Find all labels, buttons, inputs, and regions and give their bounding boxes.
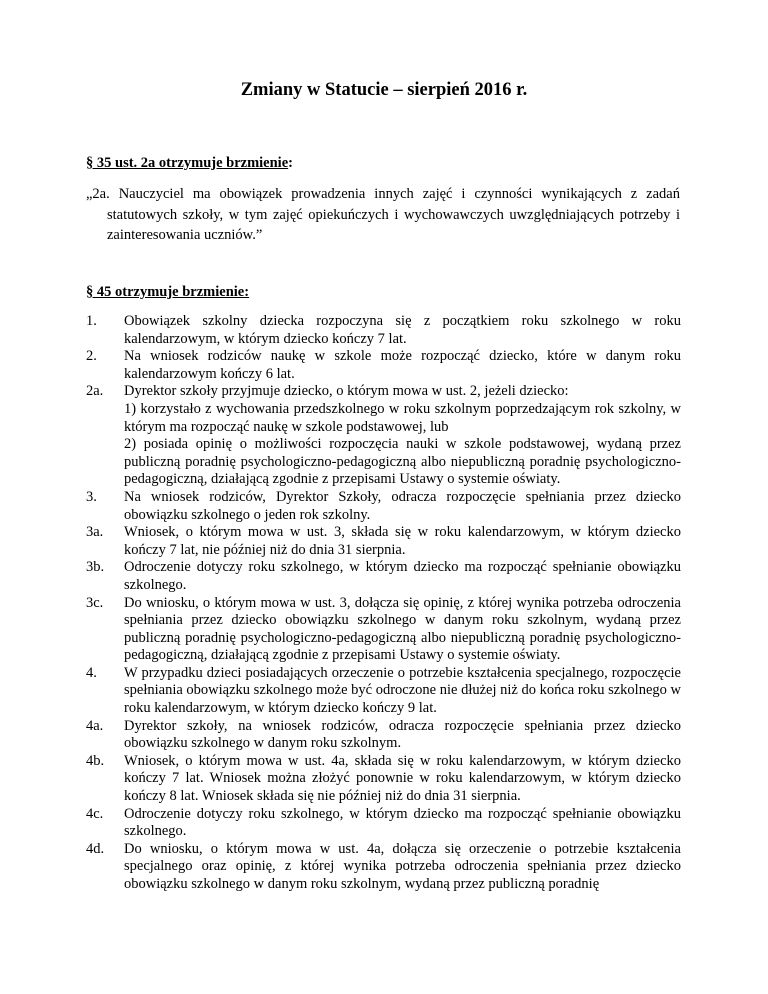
item-text: Dyrektor szkoły przyjmuje dziecko, o którym mowa w ust. 2, jeżeli dziecko: (124, 383, 569, 400)
list-item (86, 524, 681, 559)
section-heading-45: § 45 otrzymuje brzmienie: (86, 284, 250, 300)
section-heading-35 (86, 154, 293, 172)
item-number: 4b. (86, 752, 105, 769)
quote-first-line: „2a. Nauczyciel ma obowiązek prowadzenia innych zajęć i czynności wynikających z zadań (86, 186, 680, 202)
item-text: Na wniosek rodziców naukę w szkole może rozpocząć dziecko, które w danym roku kalendarzowym kończy 6 lat. (124, 348, 681, 382)
item-number: 4c. (86, 805, 104, 822)
item-text: Wniosek, o którym mowa w ust. 4a, składa się w roku kalendarzowym, w którym dziecko kończy 7 lat. Wniosek można złożyć ponownie w roku kalendarzowym, w którym dziecko kończy 8 lat. Wniosek składa się nie później niż do dnia 31 sierpnia. (124, 752, 681, 805)
list-item (86, 753, 681, 806)
item-number: 3b. (86, 559, 105, 576)
list-item (86, 841, 681, 894)
list-item (86, 718, 681, 753)
sub-item: 1) korzystało z wychowania przedszkolnego w roku szkolnym poprzedzającym rok szkolny, w którym ma rozpocząć naukę w szkole podstawowej, lub (124, 400, 681, 435)
item-text: Do wniosku, o którym mowa w ust. 3, dołącza się opinię, z której wynika potrzeba odroczenia spełniania przez dziecko obowiązku szkolnego w danym roku szkolnym, wydaną przez publiczną poradnię psychologiczno-pedagogiczną albo niepubliczną poradnię psychologiczno-pedagogiczną, działającą zgodnie z przepisami Ustawy o systemie oświaty. (124, 594, 681, 664)
item-number: 4. (86, 664, 97, 681)
item-number: 3. (86, 488, 97, 505)
section-heading-35-colon: : (288, 155, 293, 171)
item-text: Na wniosek rodziców, Dyrektor Szkoły, odracza rozpoczęcie spełniania przez dziecko obowiązku szkolnego o jeden rok szkolny. (124, 488, 681, 523)
quote-continuation: statutowych szkoły, w tym zajęć opiekuńczych i wychowawczych uwzględniających potrzeby i zainteresowania uczniów.” (107, 206, 680, 243)
quoted-provision (86, 184, 680, 246)
item-text: Wniosek, o którym mowa w ust. 3, składa się w roku kalendarzowym, w którym dziecko kończy 7 lat, nie później niż do dnia 31 sierpnia. (124, 524, 681, 558)
sub-item: 2) posiada opinię o możliwości rozpoczęcia nauki w szkole podstawowej, wydaną przez publiczną poradnię psychologiczno-pedagogiczną albo niepubliczną poradnię psychologiczno-pedagogiczną, działającą zgodnie z przepisami Ustawy o systemie oświaty. (124, 436, 681, 488)
list-item (86, 806, 681, 841)
item-number: 1. (86, 313, 97, 329)
item-number: 3a. (86, 524, 104, 541)
list-item (86, 489, 681, 524)
item-text: W przypadku dzieci posiadających orzeczenie o potrzebie kształcenia specjalnego, rozpoczęcie spełniania obowiązku szkolnego może być odroczone nie dłużej niż do końca roku szkolnego w roku kalendarzowym, w którym dziecko kończy 9 lat. (124, 664, 681, 717)
item-text: Do wniosku, o którym mowa w ust. 4a, dołącza się orzeczenie o potrzebie kształcenia specjalnego oraz opinię, z której wynika potrzeba odroczenia spełniania przez dziecko obowiązku szkolnego w danym roku szkolnym, wydaną przez publiczną poradnię (124, 840, 681, 892)
item-number: 4a. (86, 717, 104, 734)
item-text: Obowiązek szkolny dziecka rozpoczyna się z początkiem roku szkolnego w roku kalendarzowym, w którym dziecko kończy 7 lat. (124, 313, 681, 347)
item-number: 4d. (86, 840, 105, 857)
list-item (86, 559, 681, 594)
list-item (86, 313, 681, 348)
list-item (86, 595, 681, 665)
list-item (86, 665, 681, 718)
section-heading-35-text: § 35 ust. 2a otrzymuje brzmienie (86, 155, 289, 171)
provision-list (86, 313, 681, 894)
item-text: Odroczenie dotyczy roku szkolnego, w którym dziecko ma rozpocząć spełnianie obowiązku szkolnego. (124, 559, 681, 593)
item-number: 3c. (86, 594, 104, 611)
item-number: 2a. (86, 383, 104, 400)
page-title: Zmiany w Statucie – sierpień 2016 r. (240, 80, 528, 100)
item-text: Dyrektor szkoły, na wniosek rodziców, odracza rozpoczęcie spełniania przez dziecko obowiązku szkolnego w danym roku szkolnym. (124, 717, 681, 752)
item-number: 2. (86, 348, 97, 365)
list-item (86, 383, 681, 401)
item-text: Odroczenie dotyczy roku szkolnego, w którym dziecko ma rozpocząć spełnianie obowiązku szkolnego. (124, 805, 681, 840)
list-item (86, 348, 681, 383)
